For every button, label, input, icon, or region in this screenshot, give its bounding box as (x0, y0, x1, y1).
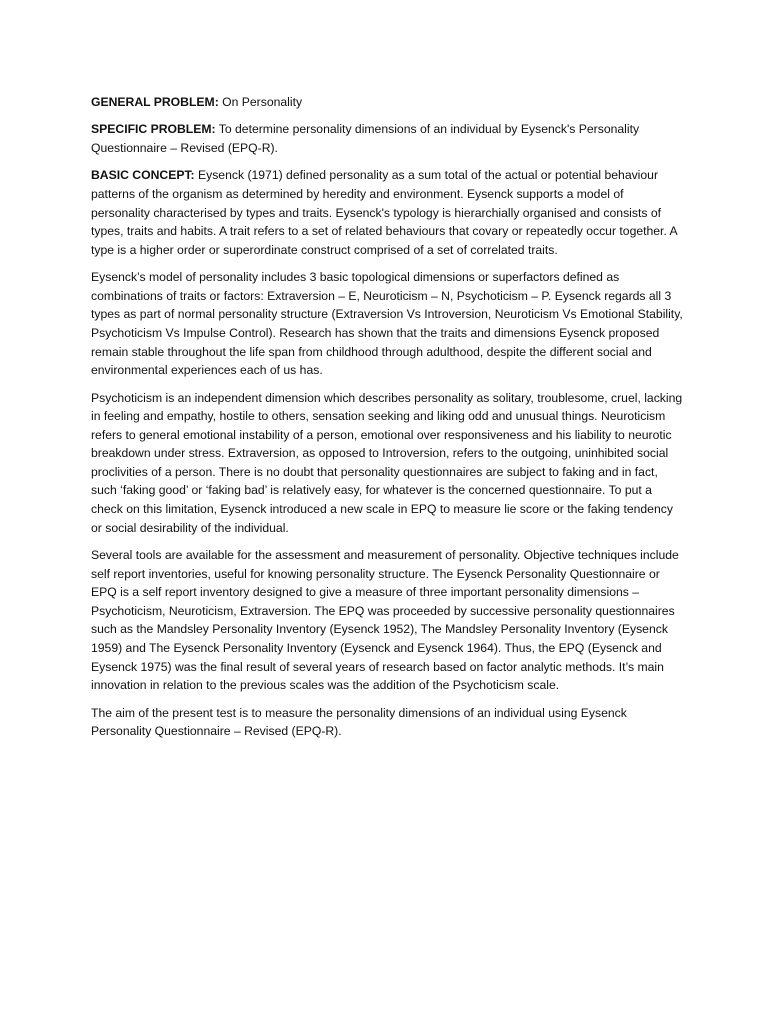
basic-concept-paragraph (91, 166, 683, 259)
dimensions-description-paragraph: Psychoticism is an independent dimension which describes personality as solitary, troublesome, cruel, lacking in feeling and empathy, hostile to others, sensation seeking and liking odd and unusual things. Neuroticism refers to general emotional instability of a person, emotional over responsiveness and his liability to neurotic breakdown under stress. Extraversion, as opposed to Introversion, refers to the outgoing, uninhibited social proclivities of a person. There is no doubt that personality questionnaires are subject to faking and in fact, such ‘faking good’ or ‘faking bad’ is relatively easy, for whatever is the concerned questionnaire. To put a check on this limitation, Eysenck introduced a new scale in EPQ to measure lie score or the faking tendency or social desirability of the individual. (91, 390, 683, 535)
eysenck-model-paragraph: Eysenck’s model of personality includes 3 basic topological dimensions or superfactors defined as combinations of traits or factors: Extraversion – E, Neuroticism – N, Psychoticism – P. Eysenck regards all 3 types as part of normal personality structure (Extraversion Vs Introversion, Neuroticism Vs Emotional Stability, Psychoticism Vs Impulse Control). Research has shown that the traits and dimensions Eysenck proposed remain stable throughout the life span from childhood through adulthood, despite the different social and environmental experiences each of us has. (91, 270, 683, 378)
specific-problem-paragraph (91, 120, 683, 157)
document-page (91, 93, 683, 750)
specific-problem-text: To determine personality dimensions of an individual by Eysenck's Personality Questionnaire – Revised (EPQ-R). (91, 122, 640, 155)
general-problem-paragraph (91, 93, 683, 112)
general-problem-label: GENERAL PROBLEM: (91, 95, 219, 109)
general-problem-text: On Personality (218, 95, 303, 109)
basic-concept-text: Eysenck (1971) defined personality as a sum total of the actual or potential behaviour patterns of the organism as determined by heredity and environment. Eysenck supports a model of personality characterised by types and traits. Eysenck's typology is hierarchially organised and consists of types, traits and habits. A trait refers to a set of related behaviours that covary or repeatedly occur together. A type is a higher order or superordinate construct comprised of a set of correlated traits. (91, 168, 678, 257)
specific-problem-label: SPECIFIC PROBLEM: (91, 122, 216, 137)
basic-concept-label: BASIC CONCEPT: (91, 168, 195, 183)
aim-paragraph: The aim of the present test is to measure the personality dimensions of an individual using Eysenck Personality Questionnaire – Revised (EPQ-R). (91, 705, 627, 739)
assessment-tools-paragraph: Several tools are available for the assessment and measurement of personality. Objective techniques include self report inventories, useful for knowing personality structure. The Eysenck Personality Questionnaire or EPQ is a self report inventory designed to give a measure of three important personality dimensions – Psychoticism, Neuroticism, Extraversion. The EPQ was proceeded by successive personality questionnaires such as the Mandsley Personality Inventory (Eysenck 1952), The Mandsley Personality Inventory (Eysenck 1959) and The Eysenck Personality Inventory (Eysenck and Eysenck 1964). Thus, the EPQ (Eysenck and Eysenck 1975) was the final result of several years of research based on factor analytic methods. It’s main innovation in relation to the previous scales was the addition of the Psychoticism scale. (91, 548, 679, 693)
